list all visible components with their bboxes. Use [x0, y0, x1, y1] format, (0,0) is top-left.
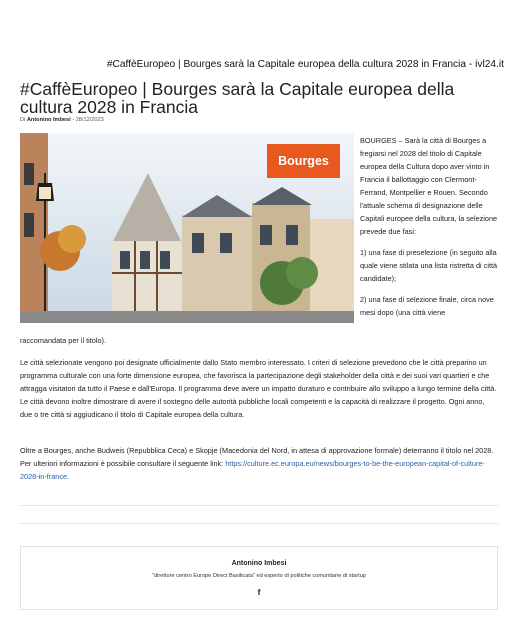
paragraph-selection-criteria: Le città selezionate vengono poi designate ufficialmente dallo Stato membro interessato. I criteri di selezione prevedono che le città preparino un programma culturale con una forte dimensione europea, che favorisca la partecipazione degli stakeholder della città e dei suoi vari quartieri e che attragga visitatori da tutto il Paese e dall'Europa. Il programma deve avere un impatto duraturo e contribuire allo sviluppo a lungo termine della città. Le città devono inoltre dimostrare di avere il sostegno delle autorità pubbliche locali competenti e la capacità di realizzare il progetto. Ogni anno, due o tre città si aggiudicano il titolo di Capitale europea della cultura. [20, 358, 497, 419]
divider-top [20, 505, 498, 506]
article-intro [360, 134, 498, 327]
article-hero-image [20, 133, 354, 323]
paragraph-phase-2-end: raccomandata per il titolo). [20, 336, 106, 345]
divider-bottom [20, 523, 498, 524]
paragraph-intro: BOURGES – Sarà la città di Bourges a fregiarsi nel 2028 del titolo di Capitale europea della Cultura dopo aver vinto in Francia il ballottaggio con Clermont-Ferrand, Montpellier e Rouen. Secondo l'attuale schema di designazione delle Capitali europee della cultura, la selezione prevede due fasi: [360, 136, 498, 236]
author-box [20, 546, 498, 610]
article-byline [20, 117, 104, 123]
paragraph-other-cities [20, 445, 498, 484]
author-box-name[interactable]: Antonino Imbesi [231, 560, 287, 567]
facebook-icon[interactable]: f [257, 587, 261, 597]
author-link[interactable]: Antonino Imbesi [26, 117, 71, 123]
article-title: #CaffèEuropeo | Bourges sarà la Capitale europea della cultura 2028 in Francia [20, 79, 455, 117]
ec-europa-link[interactable]: https://culture.ec.europa.eu/news/bourges-to-be-the-european-capital-of-culture-2028-in-france [20, 458, 485, 481]
paragraph-phase-2-start: 2) una fase di selezione finale, circa nove mesi dopo (una città viene [360, 295, 494, 317]
paragraph-other-cities-text: Oltre a Bourges, anche Budweis (Repubblica Ceca) e Skopje (Macedonia del Nord, in attesa di approvazione formale) deterranno il titolo nel 2028. Per ulteriori informazioni è possibile consultare il seguente link: [20, 446, 494, 468]
image-badge-bourges: Bourges [267, 144, 340, 178]
article-date: 28/12/2023 [75, 117, 104, 123]
date-separator: - [72, 117, 75, 123]
window-title: #CaffèEuropeo | Bourges sarà la Capitale europea della cultura 2028 in Francia - ivl24.it [106, 59, 504, 70]
link-period: . [67, 471, 70, 481]
author-box-description: "direttore centro Europe Direct Basilicata" ed esperto di politiche comunitarie di startup [152, 573, 366, 579]
paragraph-phase-1: 1) una fase di preselezione (in seguito alla quale viene stilata una lista ristretta di città candidate); [360, 248, 498, 283]
byline-prefix: Di [20, 117, 26, 123]
